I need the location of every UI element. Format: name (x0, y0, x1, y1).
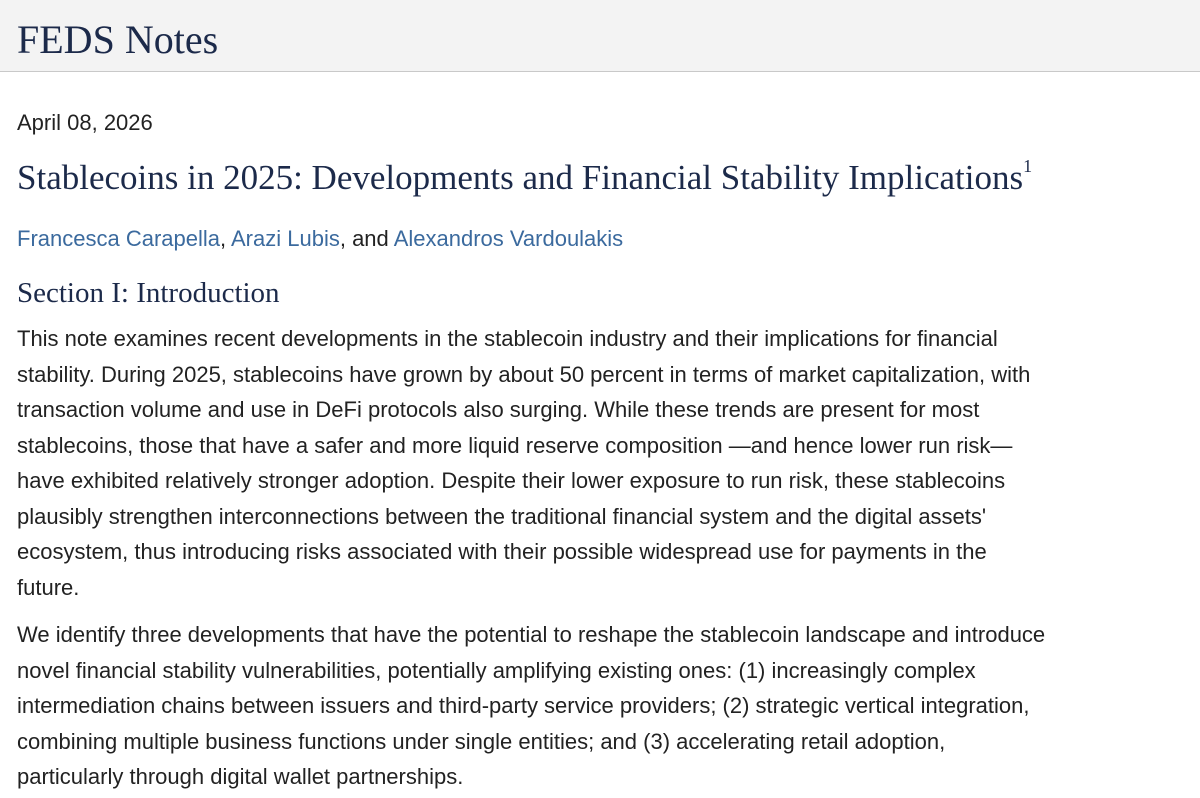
text-line: ecosystem, thus introducing risks associated with their possible widespread use for payments in the (17, 539, 987, 564)
author-separator: , (219, 226, 231, 251)
intro-paragraph-1 (17, 321, 1187, 605)
text-line: combining multiple business functions under single entities; and (3) accelerating retail adoption, (17, 728, 946, 754)
article-title-text: Stablecoins in 2025: Developments and Financial Stability Implications (17, 158, 1024, 197)
site-title[interactable]: FEDS Notes (17, 17, 219, 62)
text-line: intermediation chains between issuers and third-party service providers; (2) strategic vertical integration, (17, 693, 1030, 718)
author-list (17, 226, 623, 252)
text-line: This note examines recent developments in the stablecoin industry and their implications for financial (17, 326, 998, 351)
author-link[interactable]: Francesca Carapella (17, 226, 220, 251)
article-title (17, 158, 1032, 198)
site-header (0, 0, 1200, 72)
publication-date: April 08, 2026 (17, 110, 153, 135)
text-line: particularly through digital wallet partnerships. (17, 764, 464, 789)
text-line: We identify three developments that have the potential to reshape the stablecoin landscape and introduce (17, 622, 1046, 647)
author-link[interactable]: Arazi Lubis (231, 226, 340, 251)
section-heading: Section I: Introduction (17, 277, 280, 309)
intro-paragraph-2 (17, 617, 1187, 795)
author-separator: , and (339, 226, 394, 251)
text-line: stability. During 2025, stablecoins have grown by about 50 percent in terms of market capitalization, with (17, 361, 1031, 387)
text-line: stablecoins, those that have a safer and more liquid reserve composition —and hence lower run risk— (17, 432, 1013, 458)
text-line: have exhibited relatively stronger adoption. Despite their lower exposure to run risk, these stablecoins (17, 468, 1006, 493)
text-line: plausibly strengthen interconnections between the traditional financial system and the digital assets' (17, 503, 987, 529)
text-line: novel financial stability vulnerabilities, potentially amplifying existing ones: (1) increasingly complex (17, 657, 976, 683)
text-line: transaction volume and use in DeFi protocols also surging. While these trends are present for most (17, 397, 980, 422)
author-link[interactable]: Alexandros Vardoulakis (393, 226, 624, 251)
text-line: future. (17, 574, 80, 600)
footnote-link[interactable]: 1 (1023, 156, 1033, 177)
